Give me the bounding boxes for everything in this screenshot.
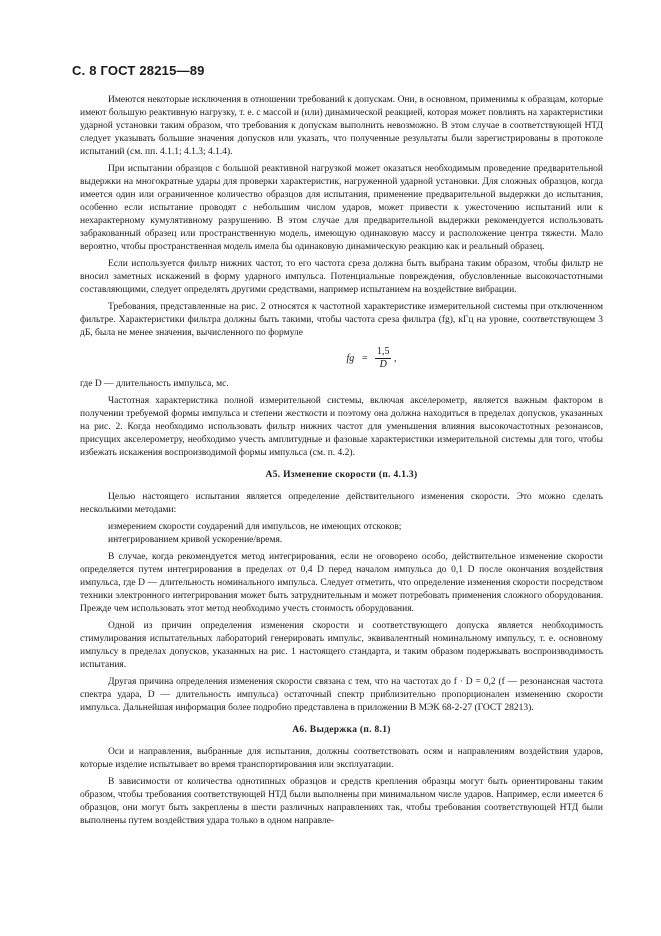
formula-denominator: D [379, 359, 387, 370]
formula-trail: , [393, 352, 397, 364]
paragraph: Частотная характеристика полной измерительной системы, включая акселерометр, является важным фактором в получении требуемой формы импульса и степени жесткости и поэтому она должна находиться в пределах допусков, указанных на рис. 2. Когда необходимо использовать фильтр нижних частот для уменьшения влияния высокочастотных резонансов, присущих акселерометру, необходимо учесть амплитудные и фазовые характеристики измерительной системы для того, чтобы избежать искажения воспроизводимой формы импульса (см. п. 4.2). [80, 396, 603, 458]
list-item: интегрированием кривой ускорение/время. [108, 535, 283, 545]
section-heading-a5: А5. Изменение скорости (п. 4.1.3) [265, 470, 418, 480]
formula-equals: = [361, 353, 368, 364]
paragraph: Имеются некоторые исключения в отношении требований к допускам. Они, в основном, применимы к образцам, которые имеют большую реактивную нагрузку, т. е. с массой и (или) динамической реакцией, которая может повлиять на характеристики ударной установки таким образом, что требования к допускам выполнить невозможно. В этом случае в соответствующей НТД следует указывать большие значения допусков или указать, что полученные результаты были зарегистрированы в протоколе испытаний (см. пп. 4.1.1; 4.1.3; 4.1.4). [80, 95, 603, 157]
paragraph: Оси и направления, выбранные для испытания, должны соответствовать осям и направлениям воздействия ударов, которые изделие испытывает во время транспортирования или эксплуатации. [80, 747, 603, 770]
paragraph: где D — длительность импульса, мс. [80, 379, 229, 389]
paragraph: Одной из причин определения изменения скорости и соответствующего допуска является необходимость стимулирования испытательных лабораторий генерировать импульс, эквивалентный номинальному импульсу, т. е. основному импульсу в пределах допусков, указанных на рис. 1 настоящего стандарта, и таким образом подержывать воспроизводимость испытания. [80, 621, 603, 670]
section-heading-a6: А6. Выдержка (п. 8.1) [292, 725, 391, 735]
formula-fraction [375, 346, 392, 371]
cutoff-frequency-formula [140, 346, 603, 374]
formula-numerator: 1,5 [376, 346, 390, 357]
formula-lhs: fg [346, 353, 355, 364]
page-header: С. 8 ГОСТ 28215—89 [72, 63, 205, 78]
paragraph: В зависимости от количества однотипных образцов и средств крепления образцы могут быть ориентированы таким образом, чтобы требования соответствующей НТД были выполнены при минимальном числе ударов. Например, если имеется 6 образцов, они могут быть закреплены в шести различных направлениях так, чтобы требования соответствующей НТД были выполнены путем воздействия удара только в одном направле- [80, 777, 603, 826]
paragraph: Если используется фильтр нижних частот, то его частота среза должна быть выбрана таким образом, чтобы фильтр не вносил заметных искажений в форму ударного импульса. Потенциальные повреждения, обусловленные высокочастотными составляющими, следует определять другими средствами, например испытанием на воздействие вибрации. [80, 259, 603, 295]
list-item: измерением скорости соударений для импульсов, не имеющих отскоков; [108, 522, 402, 532]
paragraph: Целью настоящего испытания является определение действительного изменения скорости. Это можно сделать несколькими методами: [80, 492, 603, 515]
document-body [80, 94, 603, 832]
paragraph: При испытании образцов с большой реактивной нагрузкой может оказаться необходимым проведение предварительной выдержки на многократные удары для проверки характеристик, нагруженной ударной установки. Для сложных образцов, когда имеется один или ограниченное количество образцов для испытания, применение предварительной выдержки до испытания, особенно если испытание проводят с небольшим числом ударов, может привести к ужесточению испытаний или к нехарактерному кумулятивному разрушению. В этом случае для предварительной выдержки рекомендуется использовать забракованный образец или пространственную модель, имеющую одинаковую массу и расположение центра тяжести. Мало вероятно, чтобы пространственная модель имела бы одинаковую динамическую реакцию как и реальный образец. [80, 164, 603, 252]
paragraph: Требования, представленные на рис. 2 относятся к частотной характеристике измерительной системы при отключенном фильтре. Характеристики фильтра должны быть такими, чтобы частота среза фильтра (fg), кГц на уровне, соответствующем 3 дБ, была не менее значения, вычисленного по формуле [80, 302, 603, 338]
paragraph: Другая причина определения изменения скорости связана с тем, что на частотах до f · D = 0,2 (f — резонансная частота спектра удара, D — длительность импульса) остаточный спектр приблизительно пропорционален изменению скорости импульса. Дальнейшая информация более подробно представлена в приложении В МЭК 68-2-27 (ГОСТ 28213). [80, 677, 603, 713]
paragraph: В случае, когда рекомендуется метод интегрирования, если не оговорено особо, действительное изменение скорости определяется путем интегрирования в пределах от 0,4 D перед началом импульса до 0,1 D после окончания воздействия импульса, где D — длительность номинального импульса. Следует отметить, что определение изменения скорости посредством техники электронного интегрирования может быть затруднительным и может потребовать применения сложного оборудования. Прежде чем использовать этот метод необходимо учесть стоимость оборудования. [80, 552, 603, 614]
